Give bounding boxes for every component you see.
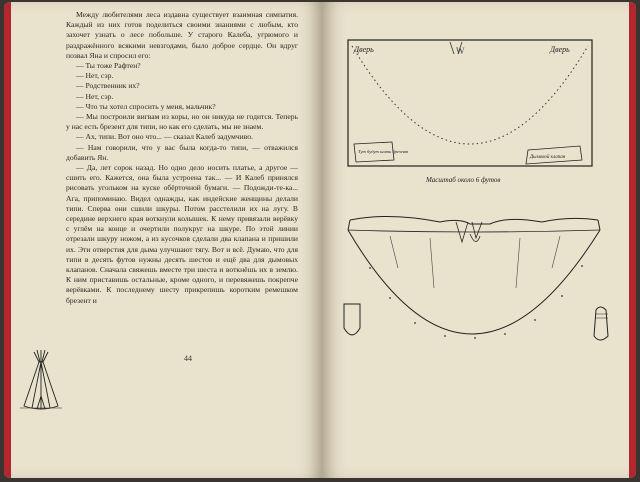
stitch-lines <box>390 236 560 288</box>
flap-piece-right <box>594 307 608 340</box>
label-door-left: Дверь <box>354 45 374 54</box>
dialogue-line: — Родственник их? <box>76 81 140 91</box>
left-page <box>4 2 322 478</box>
tipi-illustration <box>18 348 64 414</box>
seam-stitches <box>369 265 583 339</box>
dialogue-line: — Ах, типи. Вот оно что... — сказал Калеб задумчиво. <box>76 132 253 142</box>
seam-note-box <box>354 142 409 162</box>
page-number: 44 <box>184 354 192 363</box>
flap-piece-left <box>344 304 360 335</box>
dialogue-line: — Ты тоже Рафтен? <box>76 61 141 71</box>
body-text <box>66 10 298 306</box>
dialogue-line: — Что ты хотел спросить у меня, мальчик? <box>76 101 216 111</box>
canvas-layout-diagram <box>330 10 630 184</box>
dialogue-line: — Мы построили вигвам из коры, но он никуда не годится. Теперь у нас есть брезент для типи, но как его сделать, мы не знаем. <box>66 112 298 132</box>
book-spread <box>4 2 636 480</box>
right-page <box>322 2 636 478</box>
label-smoke-flap: Дымовой клапан <box>530 155 566 160</box>
dialogue-line: — Нет, сэр. <box>76 91 114 101</box>
label-w: W <box>456 46 465 56</box>
page-edge <box>4 2 11 478</box>
label-seam: Тут будут шить брезент <box>358 149 409 154</box>
paragraph: Между любителями леса издавна существует взаимная симпатия. Каждый из них готов поделиться своими знаниями с любым, кто захочет узнать о лесе побольше. У старого Калеба, угрюмого и раздражённого всякими невзгодами, было доброе сердце. Он вдруг позвал Яна и спросил его: <box>66 10 298 60</box>
tipi-cover-diagram <box>330 208 630 378</box>
dialogue-line: — Нет, сэр. <box>76 71 114 81</box>
dialogue-line: — Нам говорили, что у вас была когда-то типи, — отважился добавить Ян. <box>66 142 298 162</box>
label-door-right: Дверь <box>550 45 570 54</box>
smoke-flap-box <box>526 146 582 164</box>
diagram-caption: Масштаб около 6 футов <box>426 176 501 184</box>
dialogue-line: — Да, лет сорок назад. Но одно дело носить платье, а другое — сшить его. Кажется, она была устроена так... — И Калеб принялся рисовать угольком на куске обёрточной бумаги. — Подожди-те-ка... Ага, припоминаю. Видел однажды, как индейские женщины делали типи. Сперва они сшили шкуры. Потом расстелили их на лугу. В середине верхнего края воткнули колышек. К нему привязали верёвку с углём на конце и очертили полукруг на шкуре. По этой линии отрезали шкуру ножом, а из кусочков сделали два клапана и пришили их. Эти отверстия для дыма улучшают тягу. Вот и всё. Думаю, что для типи в десять футов нужны десять шестов и ещё два для дымовых клапанов. Сначала свяжешь вместе три шеста и воткнёшь их в землю. К ним приставишь остальные, кроме одного, и перевяжешь покрепче верёвками. К последнему шесту прикрепишь коротким ремешком брезент и <box>66 163 298 305</box>
page-edge <box>629 2 636 478</box>
